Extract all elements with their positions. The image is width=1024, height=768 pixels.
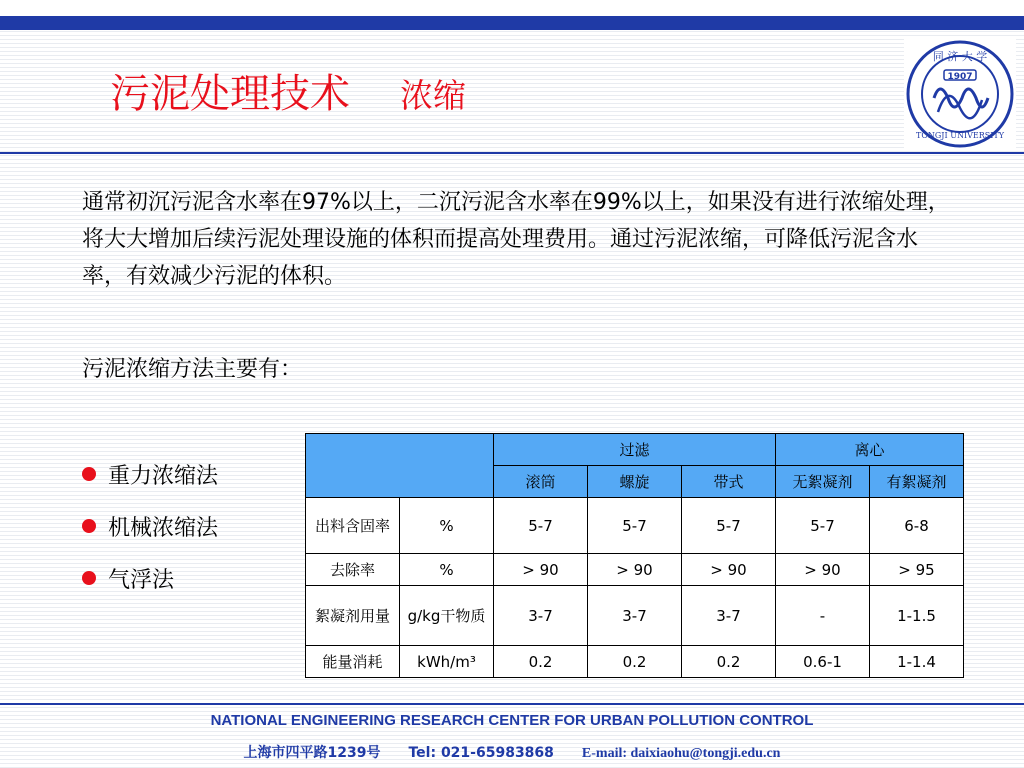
- row-label: 能量消耗: [306, 646, 400, 678]
- footer-center-name: NATIONAL ENGINEERING RESEARCH CENTER FOR URBAN POLLUTION CONTROL: [210, 712, 814, 729]
- table-cell: 0.6-1: [776, 646, 870, 678]
- table-cell: -: [776, 586, 870, 646]
- table-corner-cell: [306, 434, 494, 498]
- table-header-row: [306, 434, 964, 466]
- table-cell: 1-1.5: [870, 586, 964, 646]
- table-cell: 3-7: [682, 586, 776, 646]
- row-unit: %: [400, 554, 494, 586]
- thickening-comparison-table: [305, 433, 964, 678]
- table-cell: > 90: [776, 554, 870, 586]
- logo-year: 1907: [947, 72, 973, 82]
- sub-header: 螺旋: [588, 466, 682, 498]
- table-row: [306, 646, 964, 678]
- list-item: [82, 448, 218, 500]
- table-cell: 3-7: [588, 586, 682, 646]
- list-item: [82, 552, 218, 604]
- table-cell: 5-7: [682, 498, 776, 554]
- group-header-centrifuge: 离心: [776, 434, 964, 466]
- footer-divider: [0, 703, 1024, 705]
- tongji-seal-icon: [904, 38, 1016, 150]
- table-cell: 5-7: [776, 498, 870, 554]
- row-label: 出料含固率: [306, 498, 400, 554]
- sub-header: 带式: [682, 466, 776, 498]
- method-label: 重力浓缩法: [108, 463, 219, 489]
- table-cell: 1-1.4: [870, 646, 964, 678]
- university-logo: [904, 38, 1016, 150]
- footer-address: 上海市四平路1239号: [243, 745, 381, 761]
- logo-ring-text: TONGJI UNIVERSITY: [916, 131, 1004, 140]
- list-item: [82, 500, 218, 552]
- row-unit: kWh/m³: [400, 646, 494, 678]
- sub-header: 有絮凝剂: [870, 466, 964, 498]
- row-label: 絮凝剂用量: [306, 586, 400, 646]
- footer-tel: Tel: 021-65983868: [408, 745, 554, 761]
- method-label: 机械浓缩法: [108, 515, 219, 541]
- row-unit: g/kg干物质: [400, 586, 494, 646]
- top-banner: [0, 0, 1024, 30]
- table-cell: 0.2: [588, 646, 682, 678]
- footer-email-link[interactable]: E-mail: daixiaohu@tongji.edu.cn: [581, 746, 781, 761]
- title-main: 污泥处理技术: [110, 71, 350, 117]
- bullet-icon: [82, 467, 96, 481]
- table-cell: 3-7: [494, 586, 588, 646]
- table-cell: 5-7: [588, 498, 682, 554]
- row-label: 去除率: [306, 554, 400, 586]
- sub-header: 无絮凝剂: [776, 466, 870, 498]
- table-cell: > 90: [494, 554, 588, 586]
- header-divider: [0, 152, 1024, 154]
- table-cell: 0.2: [682, 646, 776, 678]
- page-title: [110, 62, 466, 119]
- table-cell: 6-8: [870, 498, 964, 554]
- table-row: [306, 586, 964, 646]
- group-header-filtration: 过滤: [494, 434, 776, 466]
- logo-top-chars: 同 济 大 学: [932, 50, 988, 63]
- methods-heading: 污泥浓缩方法主要有：: [82, 357, 303, 382]
- table-row: [306, 498, 964, 554]
- intro-paragraph: 通常初沉污泥含水率在97%以上，二沉污泥含水率在99%以上，如果没有进行浓缩处理，将大大增加后续污泥处理设施的体积而提高处理费用。通过污泥浓缩，可降低污泥含水率，有效减少污泥的体积。: [82, 190, 950, 289]
- table-row: [306, 554, 964, 586]
- method-label: 气浮法: [108, 567, 175, 593]
- table-cell: > 90: [682, 554, 776, 586]
- footer-contact: [0, 742, 1024, 762]
- table-cell: > 95: [870, 554, 964, 586]
- bullet-icon: [82, 571, 96, 585]
- bullet-icon: [82, 519, 96, 533]
- sub-header: 滚筒: [494, 466, 588, 498]
- table-cell: 5-7: [494, 498, 588, 554]
- table-cell: 0.2: [494, 646, 588, 678]
- table-cell: > 90: [588, 554, 682, 586]
- methods-list: [82, 448, 218, 604]
- row-unit: %: [400, 498, 494, 554]
- title-sub: 浓缩: [400, 76, 466, 115]
